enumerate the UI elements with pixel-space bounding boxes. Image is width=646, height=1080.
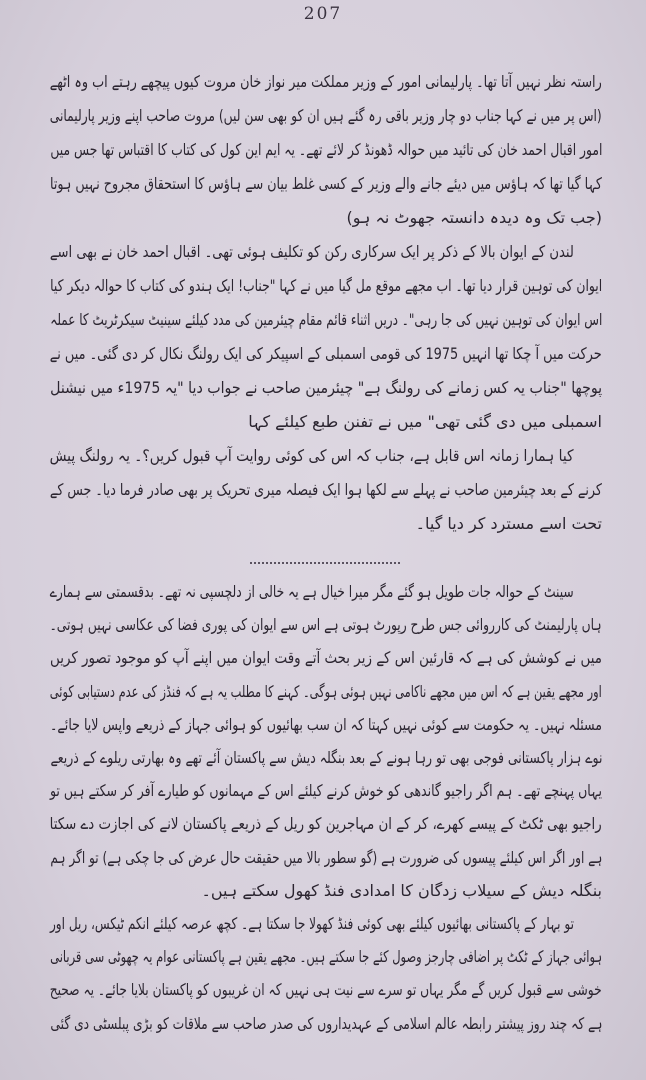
- page-number: 207: [303, 4, 343, 24]
- text-line-content: بنگلہ دیش کے سیلاب زدگان کا امدادی فنڈ کھول سکتے ہیں۔: [201, 880, 602, 900]
- text-line-content: تحت اسے مسترد کر دیا گیا۔: [415, 514, 602, 533]
- section-separator: [250, 562, 400, 564]
- text-line: [50, 510, 602, 538]
- text-line: [50, 744, 602, 772]
- text-line-content: کہا گیا تھا کہ ہاؤس میں دیئے جانے والے وزیر کے کسی غلط بیان سے ہاؤس کا استحقاق مجروح نہیں ہوتا: [50, 174, 602, 193]
- text-line: [50, 204, 602, 232]
- text-line-content: ہاں پارلیمنٹ کی کارروائی جس طرح رپورٹ ہوتی ہے اس سے ایوان کی پوری فضا کی عکاسی نہیں ہوتی۔: [50, 615, 602, 635]
- text-line: [50, 306, 602, 334]
- text-line: [50, 340, 602, 368]
- text-line-content: پوچھا "جناب یہ کس زمانے کی رولنگ ہے" چیئرمین صاحب نے جواب دیا "یہ 1975ء میں نیشنل: [50, 378, 602, 397]
- text-line-content: حرکت میں آ چکا تھا انہیں 1975 کی قومی اسمبلی کے اسپیکر کی ایک رولنگ نکال کر دی گئی۔ میں نے: [50, 344, 602, 363]
- text-line: [50, 777, 602, 805]
- text-line: [50, 810, 602, 838]
- text-line-content: مسئلہ نہیں۔ یہ حکومت سے کوئی نہیں کہتا کہ ان سب بھائیوں کو ہوائی جہاز کے ذریعے واپس لایا جائے۔: [50, 714, 602, 734]
- text-line: [50, 844, 602, 872]
- text-line: [50, 136, 602, 164]
- text-line: [50, 976, 602, 1004]
- text-line: [50, 170, 602, 198]
- text-line: [50, 374, 602, 402]
- text-line: [50, 238, 602, 266]
- text-line-content: اسمبلی میں دی گئی تھی" میں نے تفنن طبع کیلئے کہا: [248, 412, 602, 431]
- text-line-content: نوے ہزار پاکستانی فوجی بھی تو رہا ہونے کے بعد بنگلہ دیش سے پاکستان آئے تھے وہ بھارتی ریلوے کے ذریعے: [50, 748, 602, 767]
- text-line-content: ہے کہ چند روز پیشتر رابطہ عالم اسلامی کے عہدیداروں کی صدر صاحب سے ملاقات کو بڑی پبلسٹی دی گئی: [50, 1013, 602, 1033]
- text-line: [50, 711, 602, 739]
- text-line-content: خوشی سے قبول کریں گے مگر یہاں تو سرے سے نیت ہی نہیں کہ ان غریبوں کو پاکستان بلایا جائے۔ یہ صحیح: [50, 980, 602, 1000]
- text-line-content: (اس پر میں نے کہا جناب دو چار وزیر باقی رہ گئے ہیں ان کو بھی سن لیں) مروت صاحب اپنے وزیر پارلیمانی: [50, 106, 602, 125]
- text-line-content: راستہ نظر نہیں آتا تھا۔ پارلیمانی امور کے وزیر مملکت میر نواز خان مروت کیوں پیچھے رہتے اب وہ اٹھے: [50, 72, 602, 91]
- text-line-content: لندن کے ایوان بالا کے ذکر پر ایک سرکاری رکن کو تکلیف ہوئی تھی۔ اقبال احمد خان نے بھی اسے: [50, 242, 574, 261]
- text-line: [50, 678, 602, 706]
- text-line: [50, 408, 602, 436]
- text-line-content: (جب تک وہ دیدہ دانستہ جھوٹ نہ ہو): [346, 208, 602, 227]
- text-line-content: اور مجھے یقین ہے کہ اس میں مجھے ناکامی نہیں ہوئی ہوگی۔ کہنے کا مطلب یہ ہے کہ فنڈز کی عدم دستیابی کوئی: [50, 681, 602, 701]
- text-line: [50, 272, 602, 300]
- text-line: [50, 578, 602, 606]
- text-line: [50, 943, 602, 971]
- text-line: [50, 442, 602, 470]
- text-line: [50, 102, 602, 130]
- text-line: [50, 68, 602, 96]
- text-line-content: اس ایوان کی توہین نہیں کی جا رہی"۔ دریں اثناء قائم مقام چیئرمین کی مدد کیلئے سینیٹ سیکرٹریٹ کا عملہ: [50, 310, 602, 329]
- text-line-content: سینٹ کے حوالہ جات طویل ہو گئے مگر میرا خیال ہے یہ خالی از دلچسپی نہ تھے۔ بدقسمتی سے ہمارے: [50, 582, 574, 601]
- text-line: [50, 877, 602, 905]
- text-line-content: ہوائی جہاز کے ٹکٹ پر اضافی چارجز وصول کئے جا سکتے ہیں۔ مجھے یقین ہے پاکستانی عوام یہ چھوٹی سی قربانی: [50, 947, 602, 967]
- text-line-content: یہاں پہنچے تھے۔ ہم اگر راجیو گاندھی کو خوش کرنے کیلئے اس کے مہمانوں کو طیارے آفر کر سکتے ہیں تو: [50, 781, 602, 801]
- text-line-content: ہے اور اگر اس کیلئے پیسوں کی ضرورت ہے (گو سطور بالا میں حقیقت حال عرض کی جا چکی ہے) تو اگر ہم: [50, 847, 602, 867]
- text-line: [50, 611, 602, 639]
- text-line-content: ایوان کی توہین قرار دیا تھا۔ اب مجھے موقع مل گیا میں نے کہا "جناب! ایک ہندو کی کتاب کا حوالہ دیکر کیا: [50, 276, 602, 295]
- text-line: [50, 1010, 602, 1038]
- text-line-content: کیا ہمارا زمانہ اس قابل ہے، جناب کہ اس کی کوئی روایت آپ قبول کریں؟۔ یہ رولنگ پیش: [50, 446, 574, 465]
- text-line-content: کرنے کے بعد چیئرمین صاحب نے پہلے سے لکھا ہوا ایک فیصلہ میری تحریک پر بھی صادر فرما دیا۔ جس کے: [50, 480, 602, 499]
- text-line: [50, 644, 602, 672]
- text-line: [50, 910, 602, 938]
- text-line: [50, 476, 602, 504]
- text-line-content: میں نے کوشش کی ہے کہ قارئین اس کے زیر بحث آتے وقت ایوان میں اپنے آپ کو موجود تصور کریں: [50, 648, 602, 668]
- text-line-content: تو بہار کے پاکستانی بھائیوں کیلئے بھی کوئی فنڈ کھولا جا سکتا ہے۔ کچھ عرصہ کیلئے انکم ٹیکس، ریل اور: [50, 914, 574, 933]
- text-line-content: امور اقبال احمد خان کی تائید میں حوالہ ڈھونڈ کر لائے تھے۔ یہ ایم این کول کی کتاب کا اقتباس تھا جس میں: [50, 140, 602, 159]
- text-line-content: راجیو بھی ٹکٹ کے پیسے کھرے، کر کے ان مہاجرین کو ریل کے ذریعے پاکستان لانے کی اجازت دے سکتا: [50, 814, 602, 834]
